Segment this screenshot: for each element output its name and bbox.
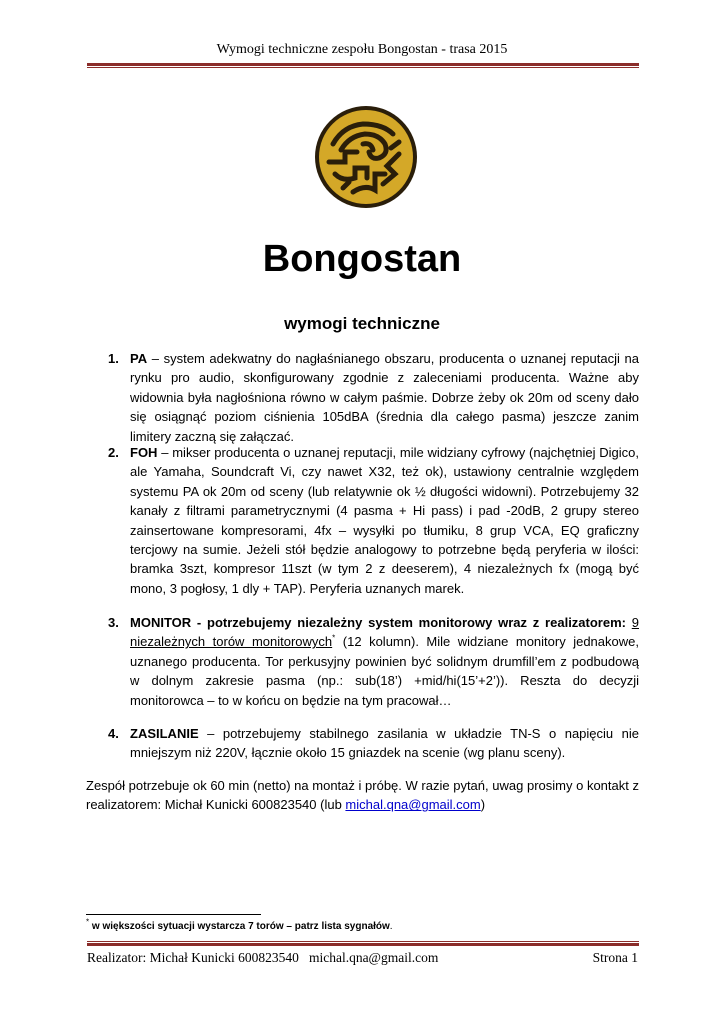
footnote-text: w większości sytuacji wystarcza 7 torów – patrz lista sygnałów: [89, 921, 390, 932]
footer-divider: [87, 941, 639, 946]
footnote-end: .: [389, 921, 393, 932]
closing-text: Zespół potrzebuje ok 60 min (netto) na montaż i próbę. W razie pytań, uwag prosimy o kontakt z realizatorem: Michał Kunicki 600823540 (lub: [86, 778, 639, 813]
footnote-mark: *: [332, 634, 336, 644]
item-text: – mikser producenta o uznanej reputacji, mile widziany cyfrowy (najchętniej Digico, ale Yamaha, Soundcraft Vi, czy nawet X32, też ok), ustawiony centralnie względem systemu PA ok 20m od sceny (lub relatywnie ok ½ długości widowni). Potrzebujemy 32 kanały z filtrami parametrycznymi (4 pasma + Hi pass) i pad -20dB, 2 grupy stereo zainsertowane kompresorami, 4fx – wysyłki po tłumiku, 8 grup VCA, EQ graficzny tercjowy na sumie. Jeżeli stół będzie analogowy to potrzebne będą peryferia w ilości: bramka 3szt, kompresor 11szt (w tym 2 z deeserem), 4 niezależnych fx (mogą być mono, 3 pogłosy, 1 dly + TAP). Peryferia uznanych marek.: [130, 445, 639, 596]
footnote-mark: *: [86, 917, 90, 927]
item-body: [130, 613, 639, 710]
closing-paragraph: [86, 776, 639, 815]
email-link[interactable]: michal.qna@gmail.com: [345, 797, 481, 813]
document-title: Bongostan: [262, 238, 462, 280]
list-item-foh: [86, 443, 639, 598]
item-body: [130, 443, 639, 598]
item-number: 3.: [108, 615, 119, 630]
bongostan-logo: [313, 104, 419, 210]
page-header: Wymogi techniczne zespołu Bongostan - trasa 2015: [216, 42, 508, 57]
item-body: [130, 349, 639, 446]
footnote: [86, 917, 393, 932]
item-number: 2.: [108, 445, 119, 460]
footnote-divider: [86, 914, 261, 915]
item-text: – potrzebujemy stabilnego zasilania w układzie TN-S o napięciu nie mniejszym niż 220V, łącznie około 15 gniazdek na scenie (wg planu sceny).: [130, 726, 639, 761]
document-subtitle: wymogi techniczne: [284, 314, 440, 333]
item-heading: ZASILANIE: [130, 726, 199, 741]
item-heading: FOH: [130, 445, 158, 460]
closing-end: ): [480, 797, 486, 813]
item-heading: PA: [130, 351, 148, 366]
header-divider: [87, 63, 639, 68]
item-number: 1.: [108, 351, 119, 366]
item-text: (12 kolumn). Mile widziane monitory jednakowe, uznanego producenta. Tor perkusyjny powinien być solidnym drumfill’em z podbudową w dolnym zakresie pasma (np.: sub(18’) +mid/hi(15’+2’)). Reszta do decyzji monitorowca – to w końcu on będzie na tym pracował…: [130, 634, 639, 708]
page-number: Strona 1: [592, 950, 638, 965]
item-text: – system adekwatny do nagłaśnianego obszaru, producenta o uznanej reputacji na rynku pro audio, skonfigurowany zgodnie z zaleceniami producenta. Ważne aby widownia była nagłośniona równo w całym paśmie. Dobrze żeby ok 20m od sceny dało się osiągnąć poziom ciśnienia 105dBA (średnia dla całego pasma) jeszcze zanim limitery zaczną się załączać.: [130, 351, 639, 444]
footer-contact: Realizator: Michał Kunicki 600823540 michal.qna@gmail.com: [87, 950, 439, 965]
item-underlined-text: 9 niezależnych torów monitorowych: [130, 615, 639, 650]
list-item-monitor: [86, 613, 639, 710]
item-body: [130, 724, 639, 763]
list-item-zasilanie: [86, 724, 639, 763]
item-heading: MONITOR - potrzebujemy niezależny system monitorowy wraz z realizatorem:: [130, 615, 626, 630]
item-number: 4.: [108, 726, 119, 741]
list-item-pa: [86, 349, 639, 446]
